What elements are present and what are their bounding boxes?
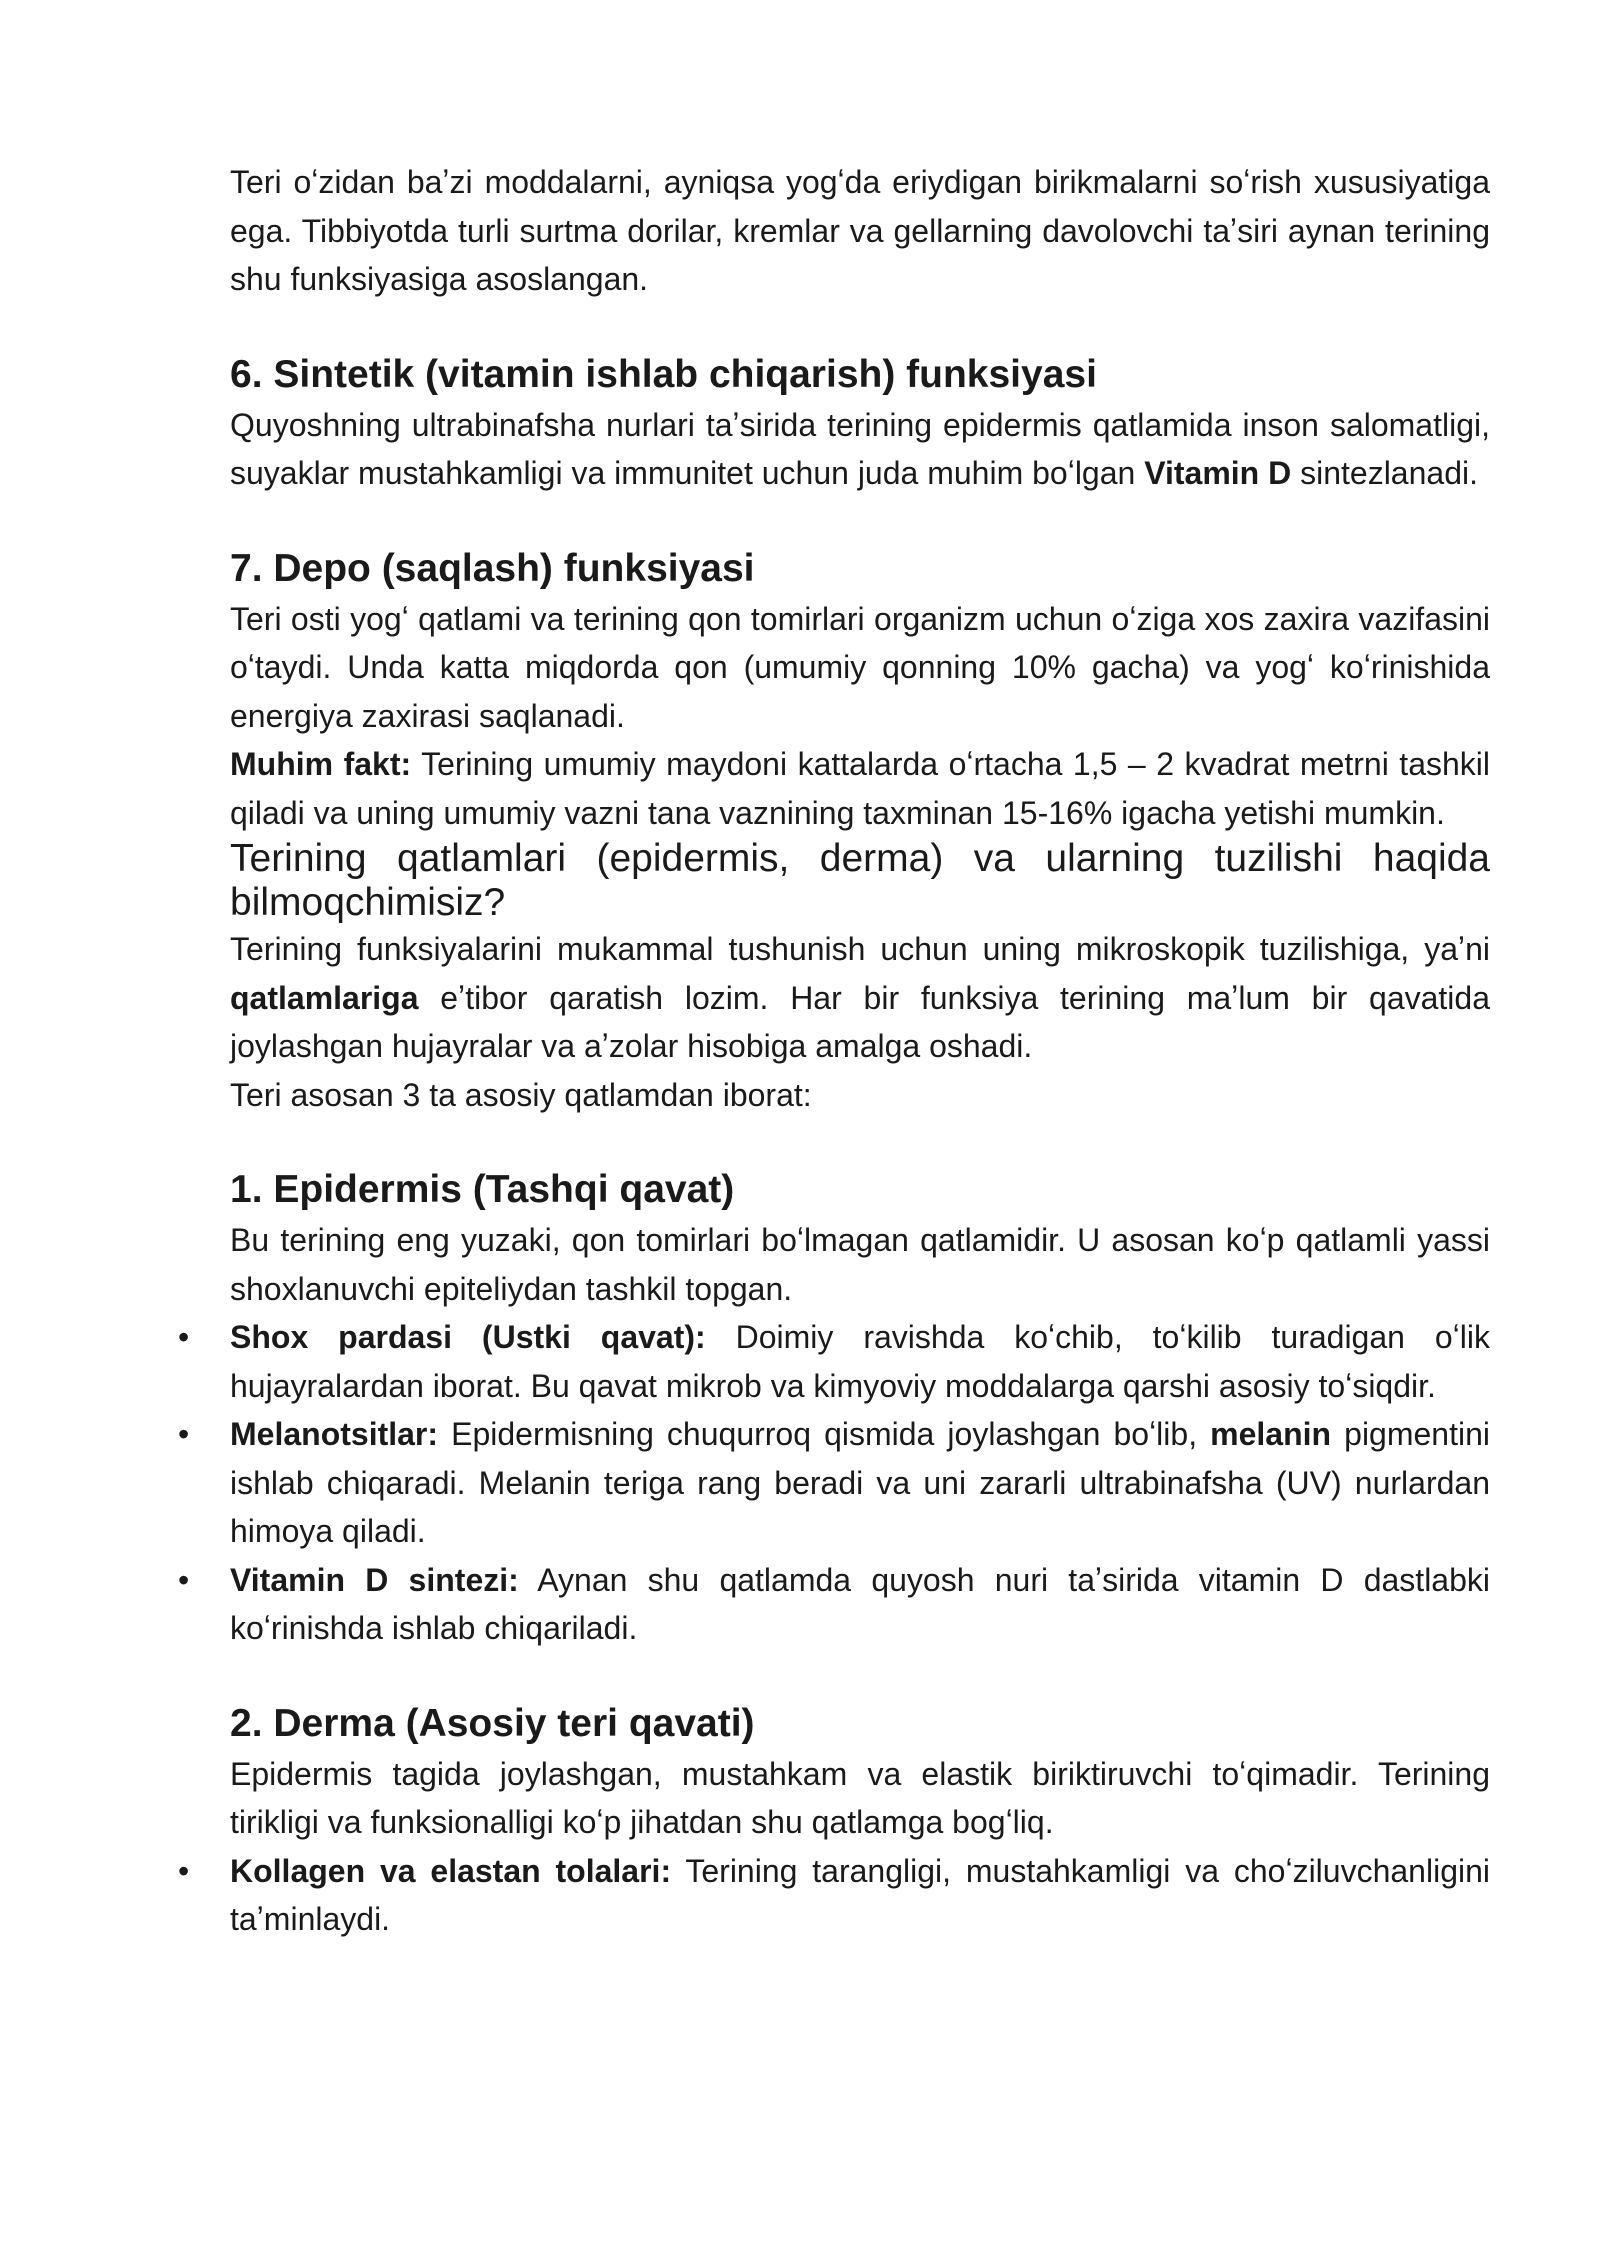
fact-label: Muhim fakt:	[230, 746, 412, 782]
list-item: • Vitamin D sintezi: Aynan shu qatlamda quyosh nuri taʼsirida vitamin D dastlabki koʻrinishda ishlab chiqariladi.	[230, 1556, 1490, 1653]
layers-question: Terining qatlamlari (epidermis, derma) va ularning tuzilishi haqida bilmoqchimisiz?	[230, 837, 1490, 924]
derma-heading: 2. Derma (Asosiy teri qavati)	[230, 1701, 755, 1745]
absorption-paragraph: Teri oʻzidan baʼzi moddalarni, ayniqsa yogʻda eriydigan birikmalarni soʻrish xususiyatiga ega. Tibbiyotda turli surtma dorilar, kremlar va gellarning davolovchi taʼsiri aynan terining shu funksiyasiga asoslangan.	[230, 164, 1490, 297]
layers-intro: Terining funksiyalarini mukammal tushunish uchun uning mikroskopik tuzilishiga, yaʼni qatlamlariga eʼtibor qaratish lozim. Har bir funksiya terining maʼlum bir qavatida joylashgan hujayralar va aʼzolar hisobiga amalga oshadi.	[230, 931, 1490, 1064]
list-item: • Melanotsitlar: Epidermisning chuqurroq qismida joylashgan boʻlib, melanin pigmentini ishlab chiqaradi. Melanin teriga rang beradi va uni zararli ultrabinafsha (UV) nurlardan himoya qiladi.	[230, 1410, 1490, 1556]
derma-list	[178, 1847, 1491, 1944]
layers-count: Teri asosan 3 ta asosiy qatlamdan iborat:	[230, 1076, 812, 1113]
layers-term: qatlamlariga	[230, 979, 419, 1016]
bullet-icon: •	[178, 1319, 190, 1355]
epidermis-list	[178, 1313, 1491, 1653]
derma-paragraph: Epidermis tagida joylashgan, mustahkam va elastik biriktiruvchi toʻqimadir. Terining tirikligi va funksionalligi koʻp jihatdan shu qatlamga bogʻliq.	[230, 1755, 1490, 1840]
document-body	[178, 158, 1491, 1944]
bullet-icon: •	[178, 1416, 190, 1452]
section-6-heading: 6. Sintetik (vitamin ishlab chiqarish) funksiyasi	[230, 352, 1097, 396]
section-7-heading: 7. Depo (saqlash) funksiyasi	[230, 546, 755, 590]
section-7-paragraph: Teri osti yogʻ qatlami va terining qon tomirlari organizm uchun oʻziga xos zaxira vazifasini oʻtaydi. Unda katta miqdorda qon (umumiy qonning 10% gacha) va yogʻ koʻrinishida energiya zaxirasi saqlanadi.	[230, 600, 1490, 734]
section-6-paragraph: Quyoshning ultrabinafsha nurlari taʼsirida terining epidermis qatlamida inson salomatligi, suyaklar mustahkamligi va immunitet uchun juda muhim boʻlgan Vitamin D sintezlanadi.	[230, 406, 1490, 491]
epidermis-paragraph: Bu terining eng yuzaki, qon tomirlari boʻlmagan qatlamidir. U asosan koʻp qatlamli yassi shoxlanuvchi epiteliydan tashkil topgan.	[230, 1222, 1490, 1307]
vitamin-d-term: Vitamin D	[1144, 455, 1292, 491]
bullet-icon: •	[178, 1852, 190, 1889]
list-item: • Shox pardasi (Ustki qavat): Doimiy ravishda koʻchib, toʻkilib turadigan oʻlik hujayralardan iborat. Bu qavat mikrob va kimyoviy moddalarga qarshi asosiy toʻsiqdir.	[230, 1313, 1490, 1410]
list-item: • Kollagen va elastan tolalari: Terining tarangligi, mustahkamligi va choʻziluvchanligini taʼminlaydi.	[230, 1847, 1490, 1944]
important-fact: Muhim fakt: Terining umumiy maydoni kattalarda oʻrtacha 1,5 – 2 kvadrat metrni tashkil qiladi va uning umumiy vazni tana vaznining taxminan 15-16% igacha yetishi mumkin.	[230, 746, 1491, 831]
bullet-icon: •	[178, 1561, 190, 1598]
epidermis-heading: 1. Epidermis (Tashqi qavat)	[230, 1168, 735, 1211]
